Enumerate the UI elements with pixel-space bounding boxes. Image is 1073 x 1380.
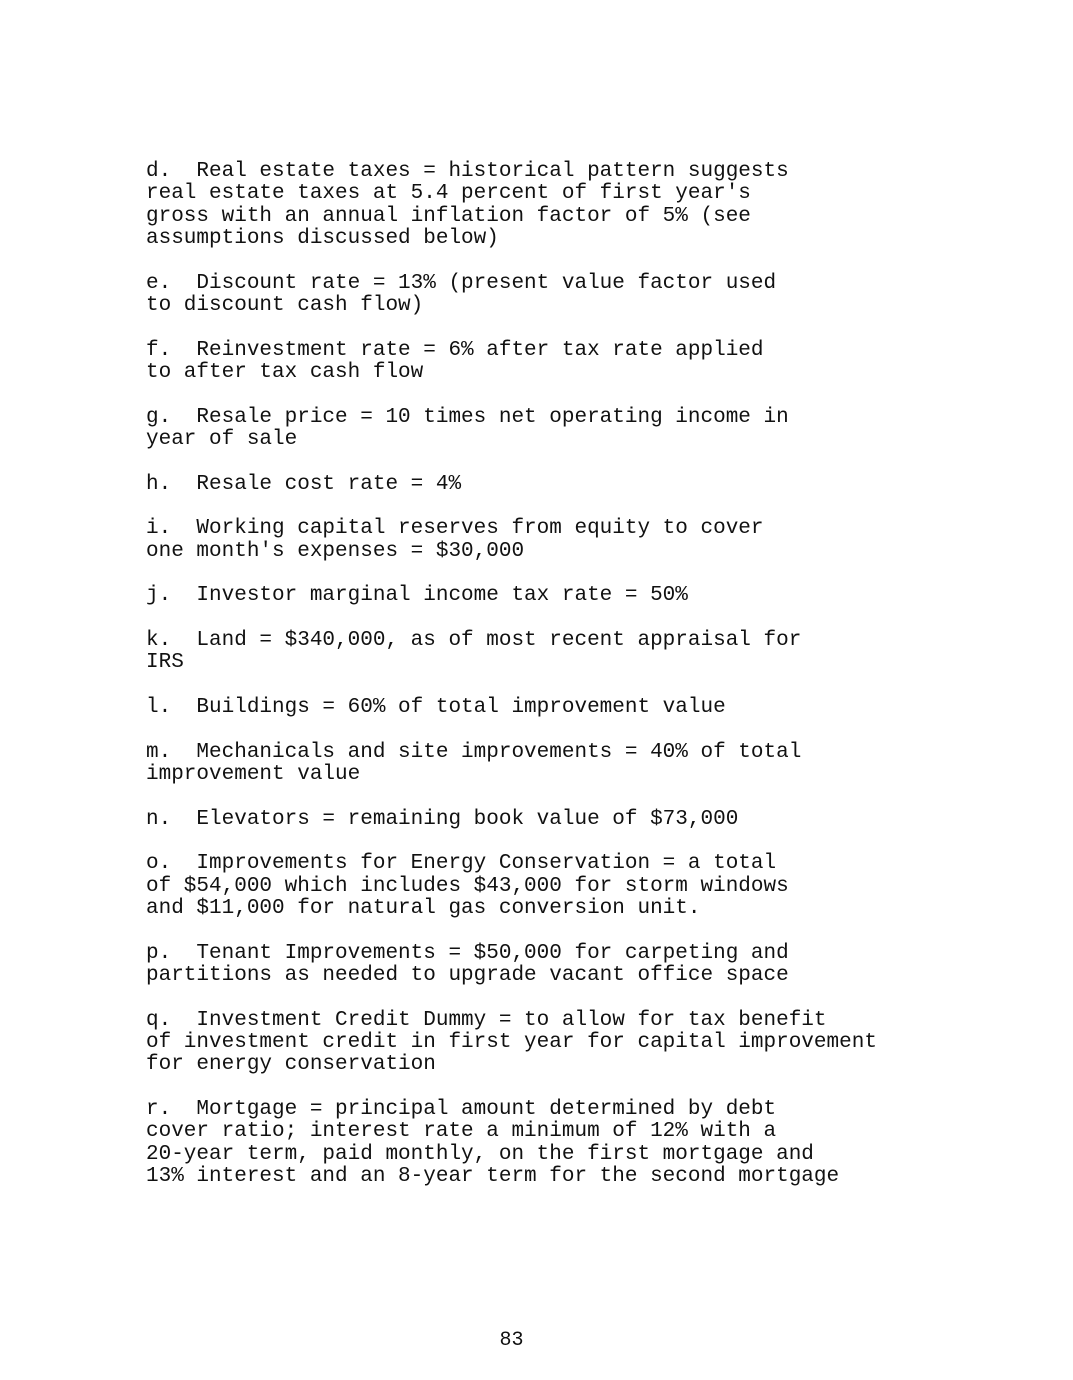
list-item-line: d. Real estate taxes = historical pattern suggests [146, 160, 789, 183]
document-body [146, 161, 1046, 1211]
list-item-line: r. Mortgage = principal amount determined by debt [146, 1098, 777, 1121]
list-item-line: of $54,000 which includes $43,000 for storm windows [146, 874, 789, 898]
list-item-line: cover ratio; interest rate a minimum of 12% with a [146, 1120, 777, 1144]
list-item-g [146, 407, 1046, 452]
list-item-j [146, 585, 1046, 607]
list-item-line: one month's expenses = $30,000 [146, 539, 525, 563]
list-item-n [146, 809, 1046, 831]
list-item-e [146, 273, 1046, 318]
list-item-line: of investment credit in first year for capital improvement [146, 1031, 877, 1054]
list-item-line: i. Working capital reserves from equity to cover [146, 517, 764, 541]
list-item-line: p. Tenant Improvements = $50,000 for carpeting and [146, 941, 789, 965]
list-item-line: partitions as needed to upgrade vacant office space [146, 964, 789, 987]
list-item-line: to discount cash flow) [146, 294, 424, 318]
list-item-line: to after tax cash flow [146, 361, 424, 385]
list-item-line: real estate taxes at 5.4 percent of first year's [146, 182, 751, 206]
list-item-line: for energy conservation [146, 1053, 436, 1077]
list-item-f [146, 340, 1046, 385]
list-item-line: q. Investment Credit Dummy = to allow for tax benefit [146, 1008, 827, 1032]
list-item-line: o. Improvements for Energy Conservation = a total [146, 852, 777, 876]
list-item-q [146, 1010, 1046, 1077]
list-item-line: j. Investor marginal income tax rate = 50% [146, 584, 688, 608]
list-item-line: m. Mechanicals and site improvements = 40% of total [146, 740, 802, 764]
list-item-line: g. Resale price = 10 times net operating income in [146, 405, 789, 429]
list-item-k [146, 630, 1046, 675]
list-item-d [146, 161, 1046, 251]
page-number: 83 [499, 1329, 524, 1352]
list-item-line: improvement value [146, 763, 361, 786]
list-item-o [146, 853, 1046, 920]
list-item-i [146, 518, 1046, 563]
list-item-h [146, 474, 1046, 496]
list-item-line: h. Resale cost rate = 4% [146, 472, 462, 496]
list-item-line: l. Buildings = 60% of total improvement value [146, 696, 726, 719]
list-item-line: f. Reinvestment rate = 6% after tax rate applied [146, 338, 764, 362]
list-item-line: IRS [146, 651, 184, 675]
list-item-l [146, 697, 1046, 719]
list-item-line: assumptions discussed below) [146, 227, 499, 251]
list-item-p [146, 943, 1046, 988]
list-item-line: year of sale [146, 428, 298, 452]
list-item-line: 13% interest and an 8-year term for the second mortgage [146, 1165, 840, 1189]
list-item-line: 20-year term, paid monthly, on the first mortgage and [146, 1142, 814, 1166]
list-item-m [146, 742, 1046, 787]
list-item-r [146, 1099, 1046, 1189]
list-item-line: gross with an annual inflation factor of 5% (see [146, 204, 751, 228]
list-item-line: n. Elevators = remaining book value of $73,000 [146, 807, 739, 831]
list-item-line: k. Land = $340,000, as of most recent appraisal for [146, 629, 802, 652]
list-item-line: e. Discount rate = 13% (present value factor used [146, 271, 777, 295]
list-item-line: and $11,000 for natural gas conversion unit. [146, 897, 701, 920]
